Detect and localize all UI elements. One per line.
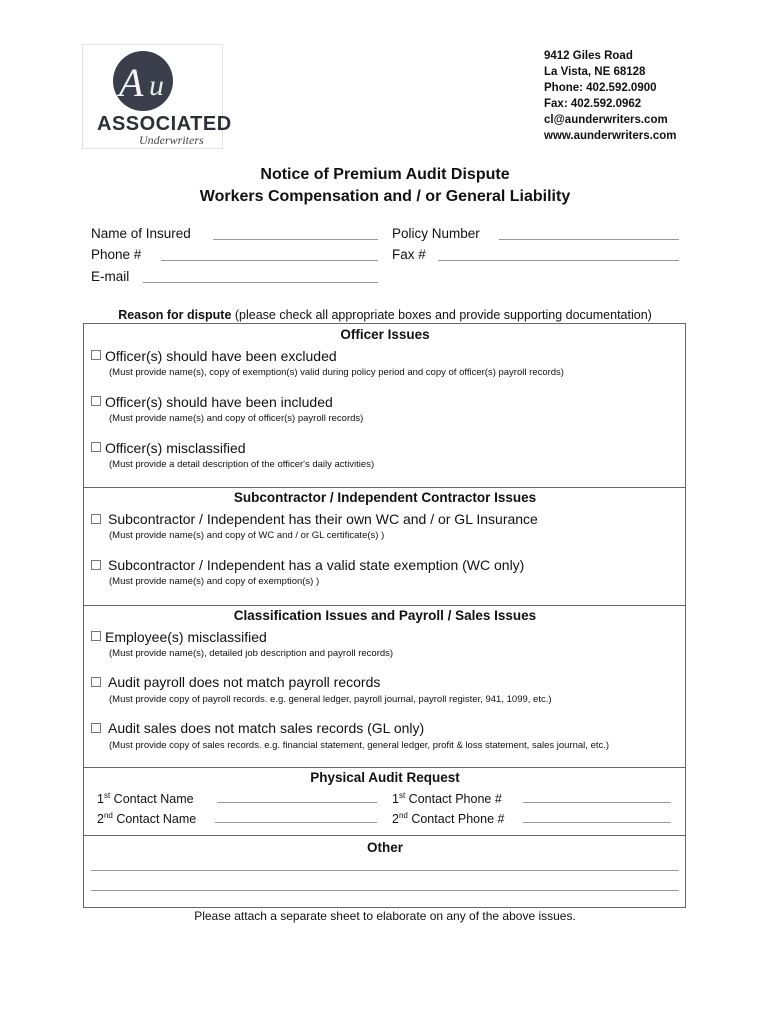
- contact-phone-text: Contact Phone #: [405, 792, 502, 807]
- address-phone: Phone: 402.592.0900: [544, 82, 657, 94]
- sub-state-exemption-note: (Must provide name(s) and copy of exemption(s) ): [109, 576, 320, 587]
- sub-own-insurance-checkbox[interactable]: [91, 514, 101, 524]
- audit-sales-checkbox[interactable]: [91, 723, 101, 733]
- document-title: Notice of Premium Audit Dispute: [260, 166, 510, 183]
- sub-state-exemption-checkbox[interactable]: [91, 560, 101, 570]
- first-contact-phone-field[interactable]: [523, 802, 671, 803]
- ordinal-2b: 2: [392, 812, 399, 827]
- contact-phone-text-2: Contact Phone #: [407, 812, 505, 827]
- sub-state-exemption-label: Subcontractor / Independent has a valid state exemption (WC only): [108, 557, 525, 573]
- email-field[interactable]: [143, 282, 378, 283]
- reason-bold: Reason for dispute: [118, 308, 232, 322]
- address-email: cl@aunderwriters.com: [544, 114, 668, 126]
- other-line-2[interactable]: [91, 890, 679, 891]
- logo-tagline: Underwriters: [139, 133, 204, 147]
- contact-name-text: Contact Name: [110, 792, 194, 807]
- ordinal-1: 1: [97, 792, 104, 807]
- first-contact-name-label: [97, 791, 194, 806]
- officer-included-note: (Must provide name(s) and copy of officer(s) payroll records): [109, 413, 364, 424]
- insured-field[interactable]: [213, 239, 378, 240]
- ordinal-nd: nd: [103, 811, 113, 820]
- first-contact-name-field[interactable]: [217, 802, 377, 803]
- subcontractor-issues-heading: Subcontractor / Independent Contractor Issues: [233, 490, 537, 505]
- ordinal-2: 2: [97, 812, 104, 827]
- officer-excluded-label: Officer(s) should have been excluded: [105, 348, 337, 364]
- audit-payroll-label: Audit payroll does not match payroll records: [108, 674, 381, 690]
- reason-instructions: (please check all appropriate boxes and provide supporting documentation): [231, 308, 652, 322]
- address-fax: Fax: 402.592.0962: [544, 98, 642, 110]
- policy-number-label: Policy Number: [392, 226, 480, 241]
- insured-label: Name of Insured: [91, 226, 191, 241]
- fax-field[interactable]: [438, 260, 679, 261]
- reason-for-dispute: [0, 308, 770, 322]
- ordinal-1b: 1: [392, 792, 399, 807]
- ordinal-stb: st: [398, 791, 406, 800]
- officer-included-label: Officer(s) should have been included: [105, 394, 333, 410]
- other-heading: Other: [366, 840, 403, 855]
- employee-misclassified-note: (Must provide name(s), detailed job description and payroll records): [109, 648, 394, 659]
- officer-excluded-note: (Must provide name(s), copy of exemption(s) valid during policy period and copy of officer(s) payroll records): [109, 367, 564, 378]
- audit-payroll-checkbox[interactable]: [91, 677, 101, 687]
- employee-misclassified-checkbox[interactable]: [91, 631, 101, 641]
- policy-number-field[interactable]: [499, 239, 679, 240]
- ordinal-ndb: nd: [398, 811, 408, 820]
- physical-audit-heading: Physical Audit Request: [310, 770, 460, 785]
- footer-note: Please attach a separate sheet to elaborate on any of the above issues.: [194, 909, 576, 923]
- document-subtitle: Workers Compensation and / or General Liability: [199, 188, 571, 205]
- second-contact-name-field[interactable]: [215, 822, 377, 823]
- logo-initial-a: A: [119, 60, 144, 105]
- first-contact-phone-label: [392, 791, 502, 806]
- audit-sales-label: Audit sales does not match sales records (GL only): [108, 720, 425, 736]
- sub-own-insurance-label: Subcontractor / Independent has their own WC and / or GL Insurance: [108, 511, 538, 527]
- contact-name-text-2: Contact Name: [112, 812, 197, 827]
- second-contact-phone-label: [392, 811, 504, 826]
- logo-name: ASSOCIATED: [97, 113, 232, 135]
- audit-sales-note: (Must provide copy of sales records. e.g. financial statement, general ledger, profit & loss statement, sales journal, etc.): [109, 740, 610, 751]
- officer-misclassified-label: Officer(s) misclassified: [105, 440, 246, 456]
- employee-misclassified-label: Employee(s) misclassified: [105, 629, 267, 645]
- sub-own-insurance-note: (Must provide name(s) and copy of WC and / or GL certificate(s) ): [109, 530, 385, 541]
- address-street: 9412 Giles Road: [544, 50, 633, 62]
- other-line-1[interactable]: [91, 870, 679, 871]
- address-website: www.aunderwriters.com: [544, 130, 677, 142]
- email-label: E-mail: [91, 269, 130, 284]
- officer-excluded-checkbox[interactable]: [91, 350, 101, 360]
- company-logo: [82, 44, 232, 149]
- officer-issues-heading: Officer Issues: [340, 327, 430, 342]
- ordinal-st: st: [103, 791, 111, 800]
- phone-label: Phone #: [91, 247, 142, 262]
- phone-field[interactable]: [161, 260, 378, 261]
- audit-payroll-note: (Must provide copy of payroll records. e.g. general ledger, payroll journal, payroll register, 941, 1099, etc.): [109, 694, 552, 705]
- company-address: [544, 48, 677, 144]
- address-city: La Vista, NE 68128: [544, 66, 646, 78]
- second-contact-phone-field[interactable]: [523, 822, 671, 823]
- second-contact-name-label: [97, 811, 196, 826]
- officer-included-checkbox[interactable]: [91, 396, 101, 406]
- officer-misclassified-checkbox[interactable]: [91, 442, 101, 452]
- classification-issues-heading: Classification Issues and Payroll / Sales Issues: [233, 608, 537, 623]
- fax-label: Fax #: [392, 247, 426, 262]
- logo-initial-u: u: [149, 69, 164, 102]
- officer-misclassified-note: (Must provide a detail description of the officer's daily activities): [109, 459, 375, 470]
